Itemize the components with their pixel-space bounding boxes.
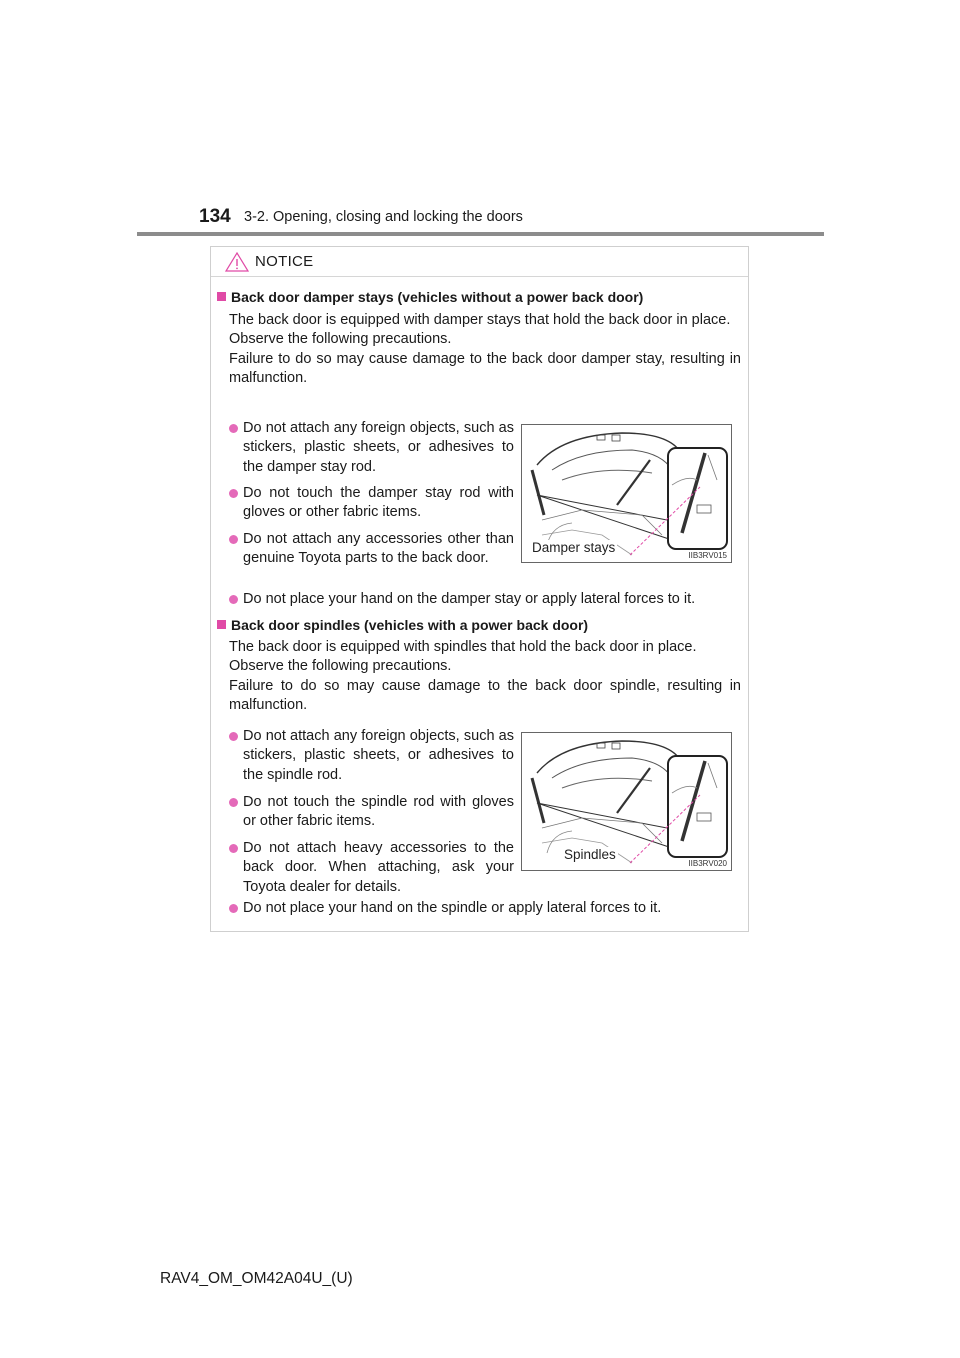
bullet-dot-icon <box>229 844 238 853</box>
list-item: Do not touch the spindle rod with gloves or other fabric items. <box>229 793 514 832</box>
list-item: Do not attach heavy accessories to the back door. When attaching, ask your Toyota dealer for details. <box>229 839 514 897</box>
section-intro-damper-stays: The back door is equipped with damper stays that hold the back door in place. Observe the following precautions. Failure to do so may cause damage to the back door damper stay, resulting in malfunction. <box>229 312 741 387</box>
bullet-dot-icon <box>229 535 238 544</box>
bullet-dot-icon <box>229 798 238 807</box>
spindles-figure <box>521 732 732 871</box>
bullet-dot-icon <box>229 732 238 741</box>
list-item: Do not attach any foreign objects, such as stickers, plastic sheets, or adhesives to the spindle rod. <box>229 727 514 785</box>
square-bullet-icon <box>217 292 226 301</box>
list-item: Do not attach any accessories other than genuine Toyota parts to the back door. <box>229 530 514 569</box>
list-item: Do not place your hand on the spindle or apply lateral forces to it. <box>229 899 741 918</box>
list-item: Do not touch the damper stay rod with gloves or other fabric items. <box>229 484 514 523</box>
notice-header <box>211 247 748 277</box>
bullet-dot-icon <box>229 904 238 913</box>
notice-box <box>210 246 749 932</box>
figure-callout-label: Spindles <box>564 847 616 862</box>
chapter-title: 3-2. Opening, closing and locking the doors <box>244 209 523 225</box>
document-code: RAV4_OM_OM42A04U_(U) <box>160 1270 353 1287</box>
section-intro-spindles: The back door is equipped with spindles that hold the back door in place. Observe the following precautions. Failure to do so may cause damage to the back door spindle, resulting in malfunction. <box>229 639 741 714</box>
damper-stays-figure <box>521 424 732 563</box>
figure-code: IIB3RV015 <box>688 551 727 560</box>
bullet-dot-icon <box>229 595 238 604</box>
warning-triangle-icon <box>225 252 249 272</box>
section-heading-damper-stays: Back door damper stays (vehicles without a power back door) <box>217 289 643 305</box>
bullet-dot-icon <box>229 489 238 498</box>
list-item: Do not attach any foreign objects, such as stickers, plastic sheets, or adhesives to the damper stay rod. <box>229 419 514 477</box>
bullet-dot-icon <box>229 424 238 433</box>
page-number: 134 <box>199 206 231 227</box>
section-heading-spindles: Back door spindles (vehicles with a power back door) <box>217 617 588 633</box>
back-door-illustration <box>522 733 732 871</box>
figure-callout-label: Damper stays <box>532 540 616 555</box>
figure-code: IIB3RV020 <box>688 859 727 868</box>
notice-title: NOTICE <box>255 253 314 270</box>
square-bullet-icon <box>217 620 226 629</box>
list-item: Do not place your hand on the damper stay or apply lateral forces to it. <box>229 590 741 609</box>
header-rule <box>137 232 824 236</box>
